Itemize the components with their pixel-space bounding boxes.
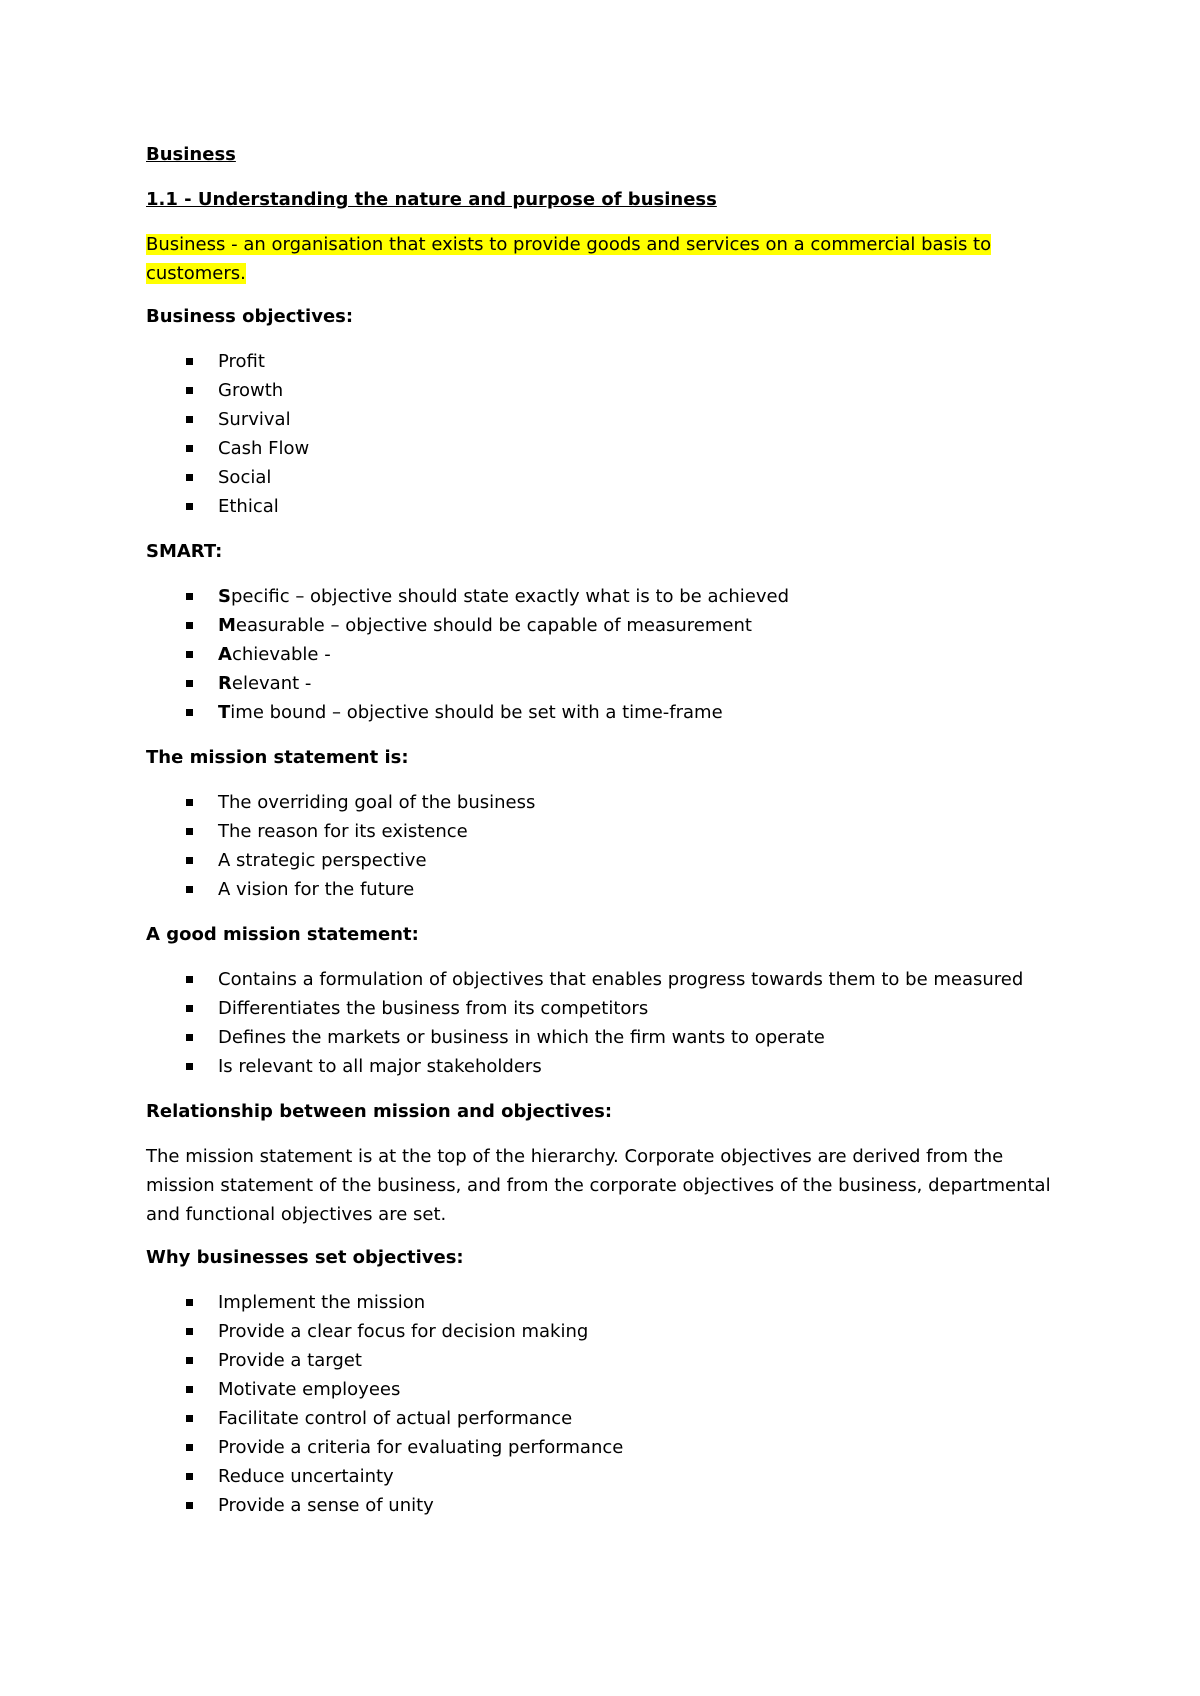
square-bullet-icon [186, 416, 193, 423]
square-bullet-icon [186, 651, 193, 658]
square-bullet-icon [186, 445, 193, 452]
square-bullet-icon [186, 886, 193, 893]
square-bullet-icon [186, 1357, 193, 1364]
good-mission-list [146, 965, 1076, 1081]
list-item: Contains a formulation of objectives that enables progress towards them to be measured [146, 965, 1076, 994]
list-item: The overriding goal of the business [146, 788, 1076, 817]
list-item: The reason for its existence [146, 817, 1076, 846]
list-item: Reduce uncertainty [146, 1462, 1076, 1491]
list-item: Implement the mission [146, 1288, 1076, 1317]
square-bullet-icon [186, 1502, 193, 1509]
square-bullet-icon [186, 1034, 193, 1041]
list-item: Profit [146, 347, 1076, 376]
why-set-list [146, 1288, 1076, 1520]
list-item: Specific – objective should state exactly what is to be achieved [146, 582, 1076, 611]
square-bullet-icon [186, 387, 193, 394]
relationship-paragraph: The mission statement is at the top of the hierarchy. Corporate objectives are derived from the mission statement of the business, and from the corporate objectives of the business, departmental and functional objectives are set. [146, 1146, 1051, 1225]
good-mission-heading: A good mission statement: [146, 924, 419, 945]
smart-initial: R [218, 673, 232, 694]
square-bullet-icon [186, 1328, 193, 1335]
square-bullet-icon [186, 1444, 193, 1451]
square-bullet-icon [186, 1473, 193, 1480]
document-title: Business [146, 144, 236, 165]
list-item: Achievable - [146, 640, 1076, 669]
square-bullet-icon [186, 474, 193, 481]
smart-initial: A [218, 644, 232, 665]
smart-initial: M [218, 615, 236, 636]
list-item: Defines the markets or business in which the firm wants to operate [146, 1023, 1076, 1052]
smart-initial: S [218, 586, 231, 607]
list-item: Social [146, 463, 1076, 492]
square-bullet-icon [186, 680, 193, 687]
list-item: Provide a clear focus for decision making [146, 1317, 1076, 1346]
list-item: Provide a sense of unity [146, 1491, 1076, 1520]
square-bullet-icon [186, 1005, 193, 1012]
business-definition: Business - an organisation that exists to provide goods and services on a commercial basis to customers. [146, 234, 992, 284]
list-item: Motivate employees [146, 1375, 1076, 1404]
mission-heading: The mission statement is: [146, 747, 409, 768]
square-bullet-icon [186, 622, 193, 629]
list-item: Ethical [146, 492, 1076, 521]
square-bullet-icon [186, 976, 193, 983]
list-item: Is relevant to all major stakeholders [146, 1052, 1076, 1081]
square-bullet-icon [186, 358, 193, 365]
list-item: A strategic perspective [146, 846, 1076, 875]
square-bullet-icon [186, 1063, 193, 1070]
list-item: Cash Flow [146, 434, 1076, 463]
list-item: A vision for the future [146, 875, 1076, 904]
objectives-heading: Business objectives: [146, 306, 354, 327]
objectives-list [146, 347, 1076, 521]
mission-list [146, 788, 1076, 904]
list-item: Growth [146, 376, 1076, 405]
smart-heading: SMART: [146, 541, 223, 562]
list-item: Differentiates the business from its competitors [146, 994, 1076, 1023]
square-bullet-icon [186, 857, 193, 864]
section-title: 1.1 - Understanding the nature and purpose of business [146, 189, 717, 210]
list-item: Provide a criteria for evaluating performance [146, 1433, 1076, 1462]
list-item: Provide a target [146, 1346, 1076, 1375]
list-item: Survival [146, 405, 1076, 434]
square-bullet-icon [186, 593, 193, 600]
smart-initial: T [218, 702, 231, 723]
definition-paragraph [146, 230, 1076, 288]
list-item: Time bound – objective should be set with a time-frame [146, 698, 1076, 727]
why-set-heading: Why businesses set objectives: [146, 1247, 464, 1268]
document-page [146, 140, 1076, 1536]
smart-list [146, 582, 1076, 727]
square-bullet-icon [186, 1386, 193, 1393]
list-item: Facilitate control of actual performance [146, 1404, 1076, 1433]
square-bullet-icon [186, 799, 193, 806]
square-bullet-icon [186, 1415, 193, 1422]
square-bullet-icon [186, 709, 193, 716]
square-bullet-icon [186, 503, 193, 510]
relationship-heading: Relationship between mission and objectives: [146, 1101, 613, 1122]
square-bullet-icon [186, 828, 193, 835]
list-item: Relevant - [146, 669, 1076, 698]
list-item: Measurable – objective should be capable of measurement [146, 611, 1076, 640]
square-bullet-icon [186, 1299, 193, 1306]
